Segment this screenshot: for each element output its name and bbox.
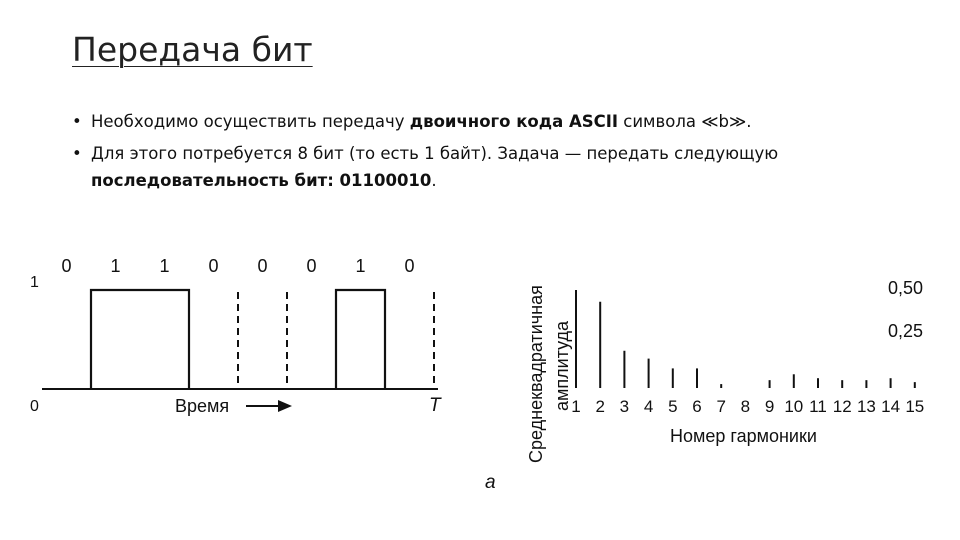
time-end-label: T xyxy=(429,395,441,416)
harmonic-tick-label: 14 xyxy=(881,397,901,416)
bullet-1-bold: двоичного кода ASCII xyxy=(409,112,619,131)
bit-label: 0 xyxy=(404,256,415,276)
spectrum-ylabel-line1: Среднеквадратичная xyxy=(526,285,546,463)
spectrum-ylabel-line2: амплитуда xyxy=(552,320,572,411)
panel-label: a xyxy=(485,472,496,493)
bit-label: 1 xyxy=(355,256,366,276)
harmonic-tick-label: 9 xyxy=(764,397,775,416)
harmonic-tick-label: 13 xyxy=(856,397,876,416)
bullet-2-bold: последовательность бит: 01100010 xyxy=(91,171,432,190)
time-arrow-head-icon xyxy=(278,400,292,412)
bullet-1-tail: символа ≪b≫. xyxy=(618,112,752,131)
bit-label: 0 xyxy=(61,256,72,276)
slide-title: Передача бит xyxy=(72,30,313,69)
spectrum-chart xyxy=(485,278,924,493)
bullet-2-text: Для этого потребуется 8 бит (то есть 1 байт). Задача — передать следующую xyxy=(91,144,779,163)
harmonic-tick-label: 3 xyxy=(619,397,630,416)
origin-label: 0 xyxy=(30,398,39,415)
y-tick-label-050: 0,50 xyxy=(888,278,924,298)
harmonic-tick-label: 15 xyxy=(905,397,925,416)
harmonic-tick-label: 11 xyxy=(809,397,827,416)
harmonic-tick-label: 7 xyxy=(716,397,726,416)
signal-diagram xyxy=(30,256,442,416)
harmonic-tick-label: 2 xyxy=(595,397,605,416)
harmonic-tick-labels xyxy=(571,397,924,416)
harmonic-bars xyxy=(576,290,915,388)
bit-label-group xyxy=(61,256,414,276)
bit-label: 0 xyxy=(208,256,219,276)
bit-label: 1 xyxy=(159,256,170,276)
level-high-label: 1 xyxy=(30,274,39,291)
bullet-1-text: Необходимо осуществить передачу xyxy=(91,112,410,131)
harmonic-tick-label: 10 xyxy=(784,397,804,416)
y-tick-label-025: 0,25 xyxy=(888,321,924,341)
bullet-2-tail: . xyxy=(431,171,437,190)
harmonic-tick-label: 1 xyxy=(571,397,581,416)
harmonic-tick-label: 12 xyxy=(832,397,852,416)
bit-label: 0 xyxy=(257,256,268,276)
bit-label: 1 xyxy=(110,256,121,276)
harmonic-tick-label: 8 xyxy=(740,397,751,416)
harmonic-tick-label: 6 xyxy=(692,397,702,416)
bit-label: 0 xyxy=(306,256,317,276)
harmonic-tick-label: 5 xyxy=(668,397,678,416)
spectrum-xlabel: Номер гармоники xyxy=(670,426,817,446)
time-axis-label: Время xyxy=(175,396,230,416)
harmonic-tick-label: 4 xyxy=(643,397,654,416)
